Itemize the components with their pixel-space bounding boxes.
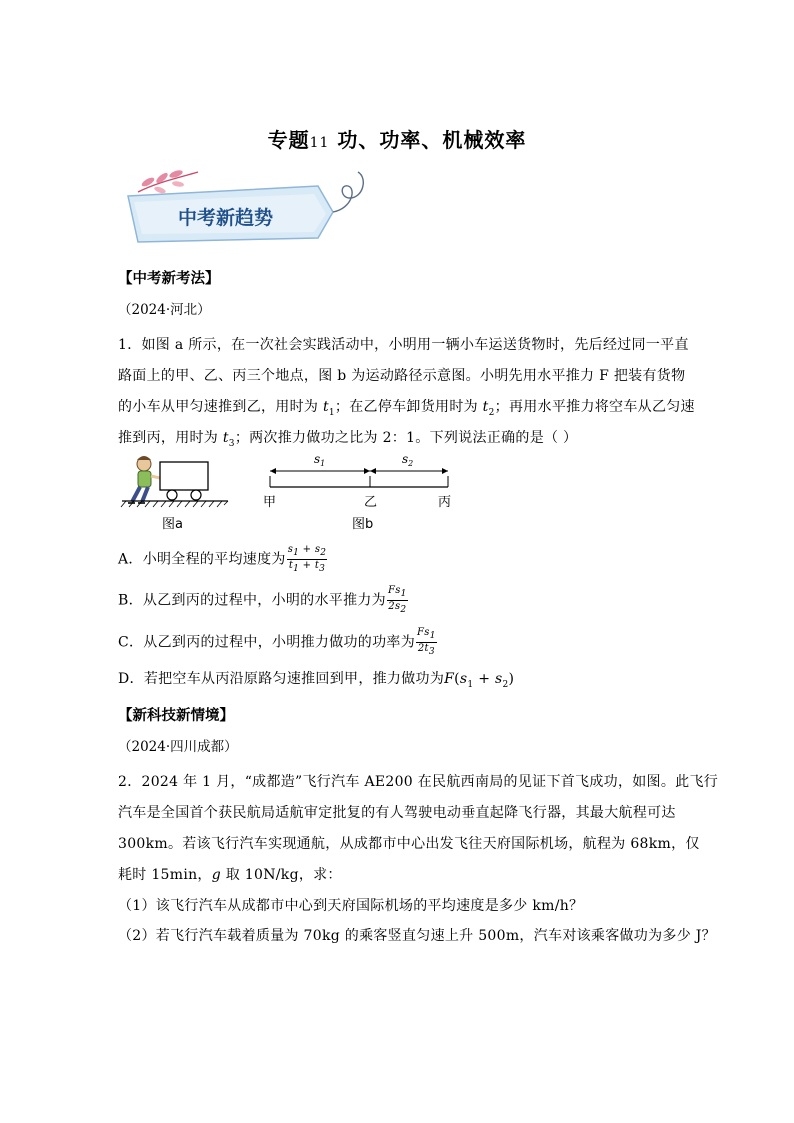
- swirl-icon: [333, 172, 363, 212]
- banner-label: 中考新趋势: [178, 207, 274, 229]
- q2-line4: 耗时 15min，g 取 10N/kg，求：: [118, 867, 342, 883]
- option-a-formula: $\frac{s_1 + s_2}{t_1 + t_3}$: [287, 544, 327, 574]
- section2-source: （2024·四川成都）: [118, 739, 238, 755]
- title-text: 功、功率、机械效率: [337, 128, 527, 152]
- option-b-formula: $\frac{Fs_1}{2s_2}$: [388, 585, 407, 615]
- q2-line2: 汽车是全国首个获民航局适航审定批复的有人驾驶电动垂直起降飞行器，其最大航程可达: [118, 805, 676, 821]
- q1-line1: 1．如图 a 所示，在一次社会实践活动中，小明用一辆小车运送货物时，先后经过同一平直: [118, 337, 689, 353]
- q2-line1: 2．2024 年 1 月，“成都造”飞行汽车 AE200 在民航西南局的见证下首飞成功，如图。此飞行: [118, 774, 719, 790]
- option-b: B．从乙到丙的过程中，小明的水平推力为 $\frac{Fs_1}{2s_2}$: [118, 585, 407, 615]
- q2-line3: 300km。若该飞行汽车实现通航，从成都市中心出发飞往天府国际机场，航程为 68km，仅: [118, 836, 700, 852]
- title-number: 11: [309, 135, 330, 151]
- figure-b-point-jia: 甲: [263, 495, 277, 510]
- section1-source: （2024·河北）: [118, 302, 211, 318]
- trend-banner: [118, 168, 373, 246]
- leaf-branch-icon: [138, 169, 198, 195]
- option-d-formula: $F(s_1 + s_2)$: [444, 671, 515, 690]
- figure-b-label: 图b: [352, 517, 374, 532]
- option-a: A．小明全程的平均速度为 $\frac{s_1 + s_2}{t_1 + t_3}$: [118, 544, 327, 574]
- option-d: D．若把空车从丙沿原路匀速推回到甲，推力做功为$F(s_1 + s_2)$: [118, 671, 515, 690]
- title-prefix: 专题: [267, 128, 310, 152]
- figure-b-point-yi: 乙: [364, 495, 378, 510]
- option-c-formula: $\frac{Fs_1}{2t_3}$: [417, 627, 436, 657]
- option-c: C．从乙到丙的过程中，小明推力做功的功率为 $\frac{Fs_1}{2t_3}$: [118, 627, 436, 657]
- figure-a-cart-icon: [121, 456, 228, 507]
- section2-heading: 【新科技新情境】: [118, 708, 234, 724]
- q1-line2: 路面上的甲、乙、丙三个地点，图 b 为运动路径示意图。小明先用水平推力 F 把装有货物: [118, 368, 686, 384]
- figure-b-path-diagram: [270, 452, 448, 487]
- q1-line3: 的小车从甲匀速推到乙，用时为 $t_1$；在乙停车卸货用时为 $t_2$；再用水平推力将空车从乙匀速: [118, 399, 695, 418]
- figure-b-s2: $s_2$: [402, 452, 414, 468]
- section1-heading: 【中考新考法】: [118, 271, 220, 287]
- q2-part2: （2）若飞行汽车载着质量为 70kg 的乘客竖直匀速上升 500m，汽车对该乘客做功为多少 J？: [118, 928, 716, 944]
- figure-a-label: 图a: [162, 517, 183, 532]
- page-title: [0, 124, 794, 153]
- q1-line4: 推到丙，用时为 $t_3$；两次推力做功之比为 2：1。下列说法正确的是（ ）: [118, 430, 578, 449]
- q1-figure: [118, 450, 478, 535]
- figure-b-point-bing: 丙: [438, 495, 452, 510]
- q2-part1: （1）该飞行汽车从成都市中心到天府国际机场的平均速度是多少 km/h？: [118, 898, 584, 914]
- figure-b-s1: $s_1$: [314, 452, 326, 468]
